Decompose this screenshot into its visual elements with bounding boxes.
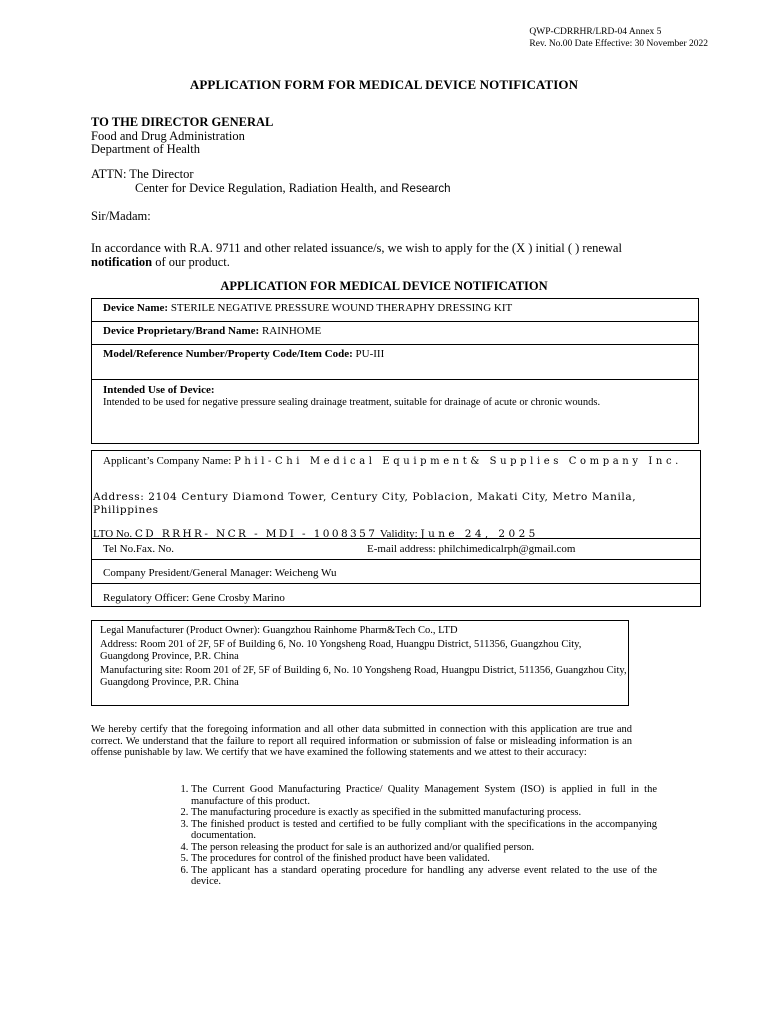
intended-use-row: Intended Use of Device: Intended to be used for negative pressure sealing drainage treatment, suitable for drainage of acute or chronic wounds. [103, 384, 601, 408]
company-name-value: Phil-Chi Medical Equipment& Supplies Company Inc. [234, 456, 682, 467]
section-title: APPLICATION FOR MEDICAL DEVICE NOTIFICATION [220, 279, 548, 293]
brand-name-row: Device Proprietary/Brand Name: RAINHOME [92, 322, 699, 345]
contact-row [92, 539, 700, 560]
list-item: 5. The procedures for control of the finished product have been validated. [191, 853, 657, 865]
attention-block [91, 168, 450, 196]
addressee-block [91, 116, 273, 157]
revision-info: Rev. No.00 Date Effective: 30 November 2022 [529, 38, 708, 49]
manufacturer-address: Address: Room 201 of 2F, 5F of Building 6, No. 10 Yongsheng Road, Huangpu District, 511356, Guangzhou City, Guangdong Province, P.R. China [100, 639, 582, 662]
manufacturing-site: Manufacturing site: Room 201 of 2F, 5F of Building 6, No. 10 Yongsheng Road, Huangpu District, 511356, Guangzhou City, Guangdong Province, P.R. China [100, 665, 627, 688]
list-item: 3. The finished product is tested and certified to be fully compliant with the specifications in the accompanying documentation. [191, 819, 657, 842]
form-code: QWP-CDRRHR/LRD-04 Annex 5 [529, 27, 662, 37]
attestation-list [164, 784, 657, 888]
device-info-table [91, 298, 699, 444]
addressee-line-2: Department of Health [91, 142, 200, 156]
device-name-row: Device Name: STERILE NEGATIVE PRESSURE WOUND THERAPHY DRESSING KIT [92, 299, 699, 322]
list-item: 4. The person releasing the product for sale is an authorized and/or qualified person. [191, 842, 657, 854]
brand-name-value: RAINHOME [259, 325, 322, 337]
lto-line: LTO No. CD RRHR- NCR - MDI - 1008357 Validity: June 24, 2025 [93, 528, 539, 540]
validity-date: June 24, 2025 [420, 528, 539, 540]
email-address: E-mail address: philchimedicalrph@gmail.com [367, 543, 576, 555]
applicant-info-box [91, 450, 701, 607]
list-item: 1. The Current Good Manufacturing Practice/ Quality Management System (ISO) is applied in full in the manufacture of this product. [191, 784, 657, 807]
legal-manufacturer: Legal Manufacturer (Product Owner): Guangzhou Rainhome Pharm&Tech Co., LTD [100, 625, 458, 636]
applicant-company-row: Applicant’s Company Name: Phil-Chi Medical Equipment& Supplies Company Inc. Address: 2104 Century Diamond Tower, Century City, Poblacion, Makati City, Metro Manila, Philippines LTO No. CD RRHR- NCR - MDI - 1008357 Validity: June 24, 2025 [92, 451, 700, 539]
device-name-value: STERILE NEGATIVE PRESSURE WOUND THERAPHY DRESSING KIT [168, 302, 513, 314]
document-header [529, 27, 708, 50]
lto-number: CD RRHR- NCR - MDI - 1008357 [134, 528, 378, 540]
salutation: Sir/Madam: [91, 209, 151, 223]
attn-line-1: ATTN: The Director [91, 167, 194, 181]
president-row: Company President/General Manager: Weicheng Wu [92, 560, 700, 584]
regulatory-officer-row: Regulatory Officer: Gene Crosby Marino [103, 592, 285, 604]
tel-fax: Tel No.Fax. No. [103, 543, 175, 555]
intended-use-value: Intended to be used for negative pressure sealing drainage treatment, suitable for drainage of acute or chronic wounds. [103, 397, 601, 408]
intro-paragraph: In accordance with R.A. 9711 and other related issuance/s, we wish to apply for the (X ) initial ( ) renewal notification of our product. [91, 241, 622, 269]
applicant-address: Address: 2104 Century Diamond Tower, Century City, Poblacion, Makati City, Metro Manila, Philippines [93, 491, 637, 516]
manufacturer-box [91, 620, 629, 706]
certification-paragraph: We hereby certify that the foregoing information and all other data submitted in connection with this application are true and correct. We understand that the failure to report all required information or submission of false or misleading information is an offense punishable by law. We certify that we have examined the following statements and we attest to their accuracy: [91, 724, 632, 758]
attn-line-2: Center for Device Regulation, Radiation Health, and Research [135, 180, 451, 195]
addressee-line-1: Food and Drug Administration [91, 128, 245, 143]
addressee-title: TO THE DIRECTOR GENERAL [91, 115, 274, 129]
model-number-row: Model/Reference Number/Property Code/Item Code: PU-III [92, 345, 699, 380]
form-title: APPLICATION FORM FOR MEDICAL DEVICE NOTIFICATION [189, 77, 579, 92]
list-item: 2. The manufacturing procedure is exactly as specified in the submitted manufacturing process. [191, 807, 657, 819]
model-number-value: PU-III [352, 348, 385, 360]
list-item: 6. The applicant has a standard operating procedure for handling any adverse event related to the use of the device. [191, 865, 657, 888]
